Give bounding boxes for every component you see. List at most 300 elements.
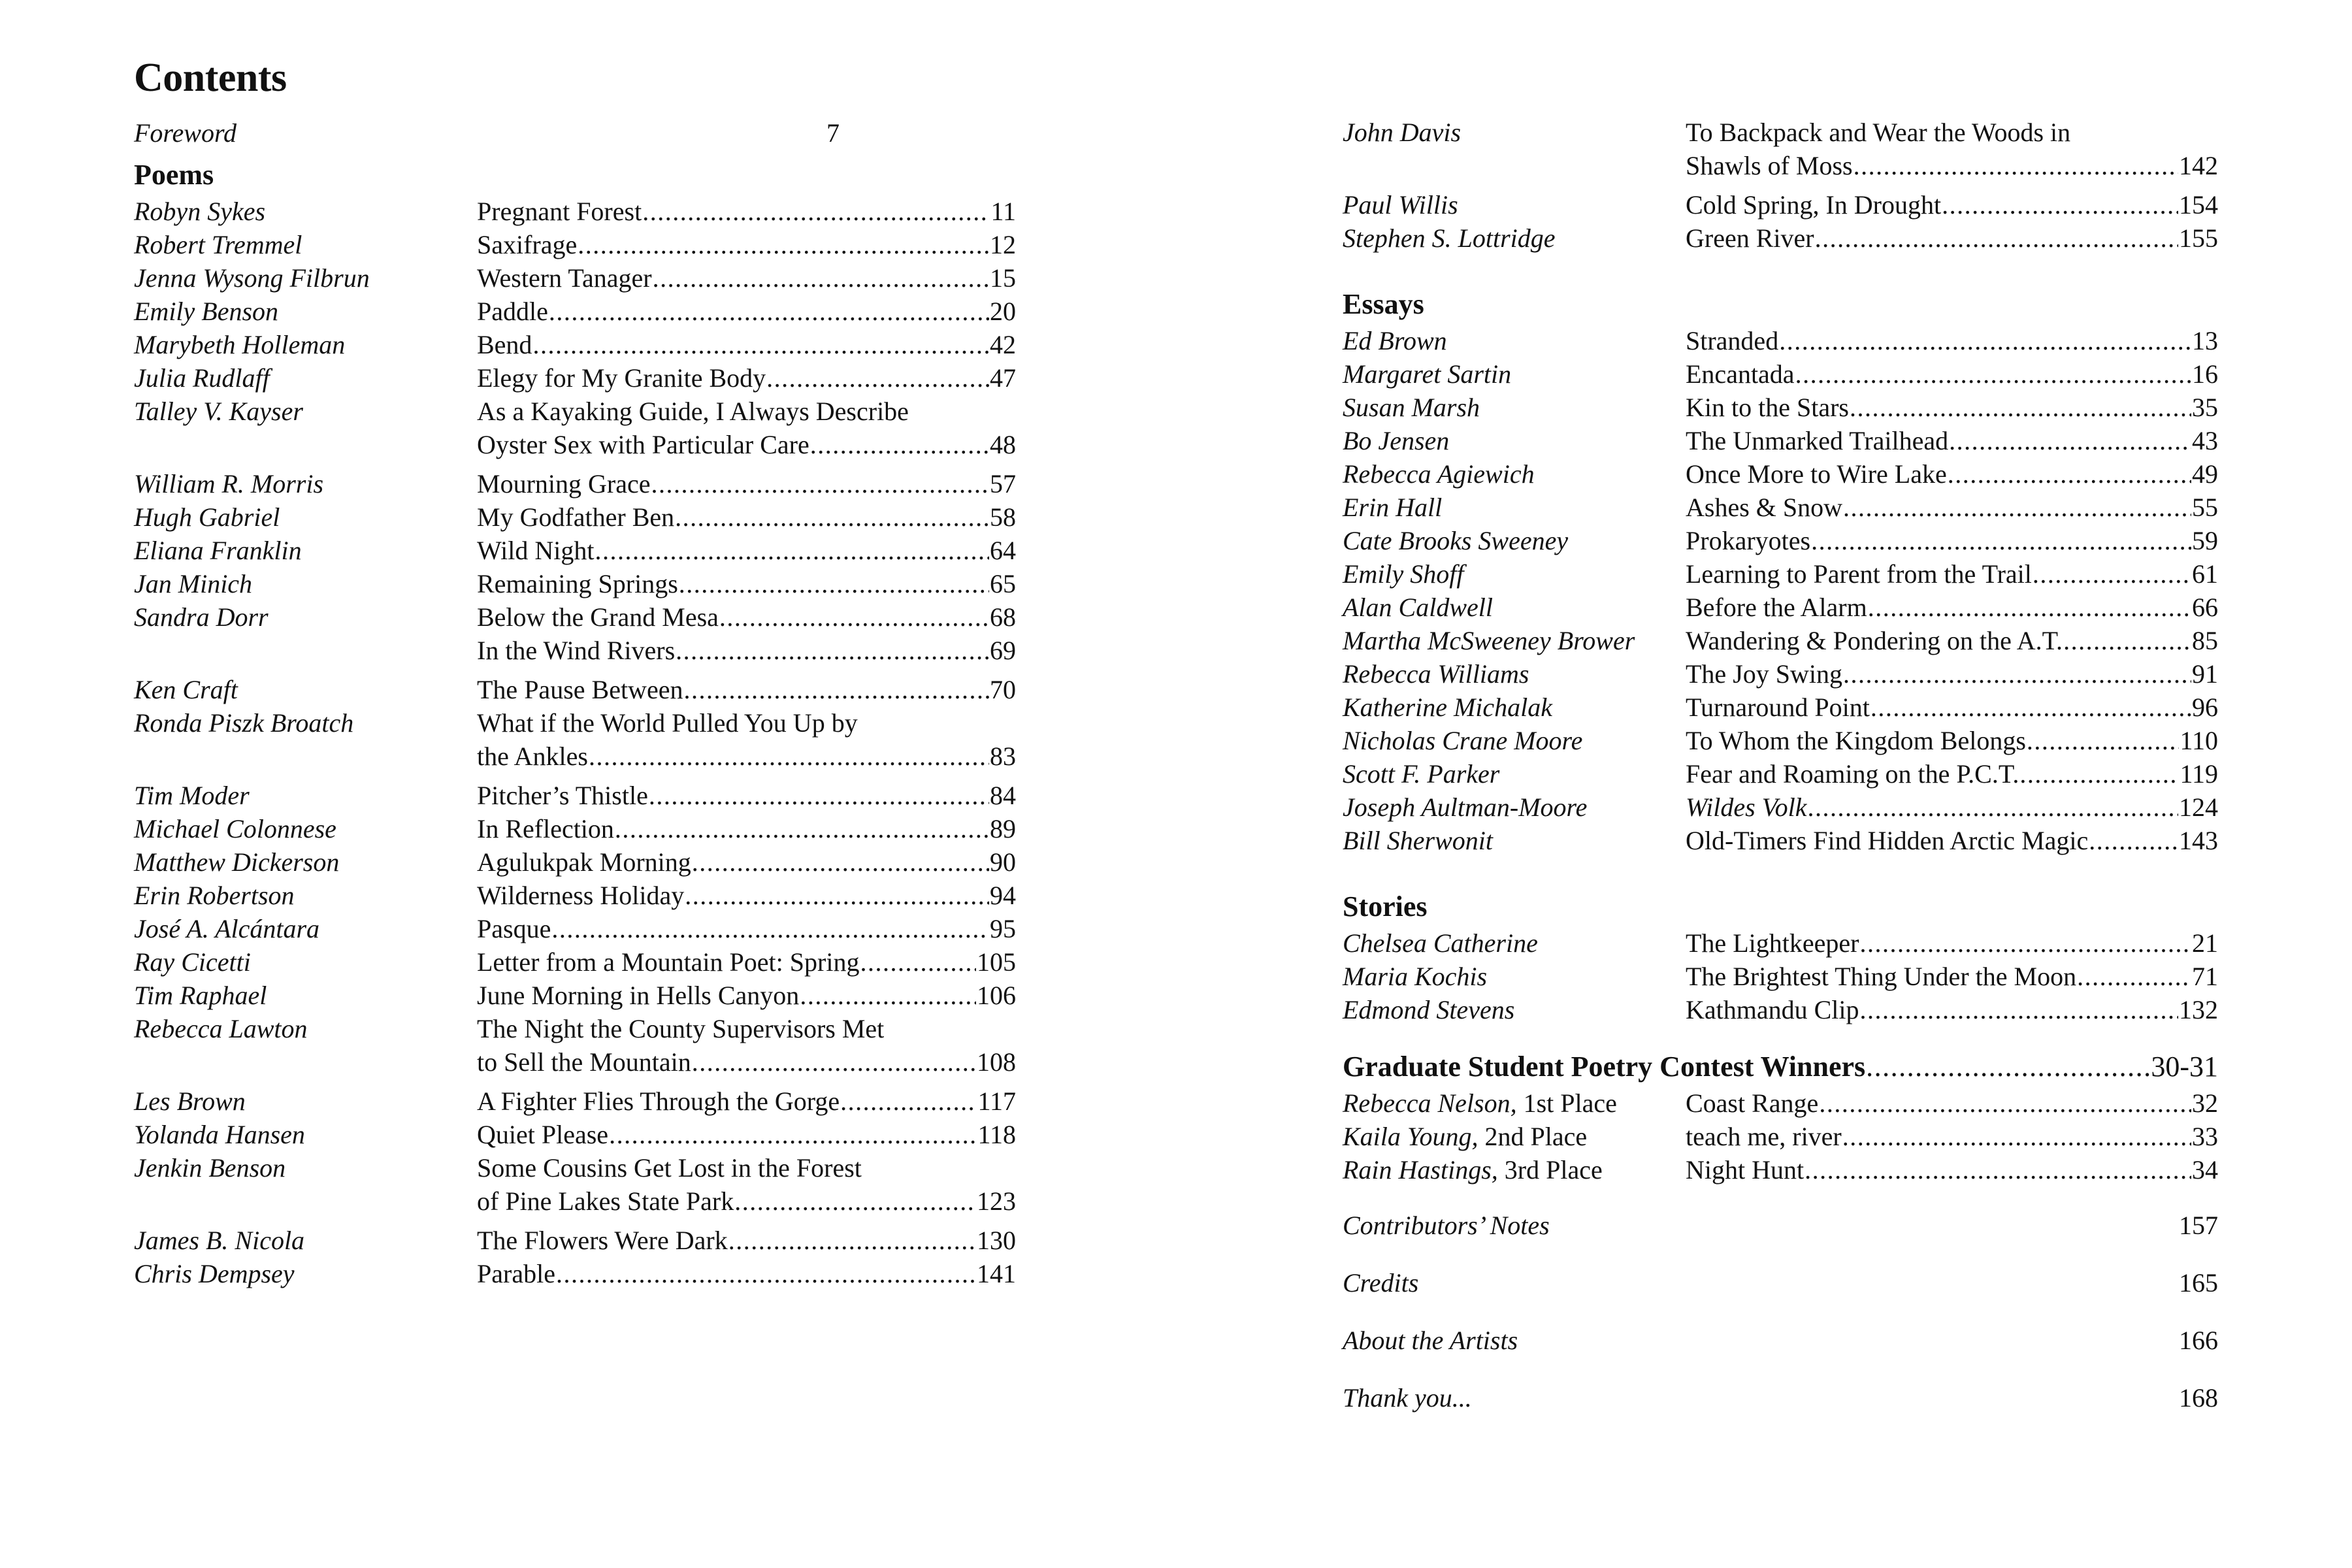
leader-dots (651, 471, 989, 497)
entry-title-wrap (1686, 361, 2218, 387)
entry-title-wrap (1686, 1157, 2218, 1183)
leader-dots (734, 1188, 976, 1215)
row-gap (1343, 1411, 2218, 1443)
toc-entry[interactable] (1343, 395, 2218, 421)
entry-page: 83 (990, 742, 1016, 771)
entry-page: 12 (990, 230, 1016, 259)
entry-title-wrap (477, 1049, 1016, 1075)
leader-dots (1942, 192, 2178, 218)
entry-title: Stranded (1686, 326, 1779, 355)
leader-dots (556, 1261, 976, 1287)
entry-title: Below the Grand Mesa (477, 602, 719, 632)
entry-title-wrap (477, 538, 1016, 564)
leader-dots (1854, 153, 2178, 179)
entry-author: Rebecca Lawton (134, 1014, 308, 1043)
back-matter-label: Credits (1343, 1268, 1419, 1298)
entry-author: Robert Tremmel (134, 230, 302, 259)
entry-page: 66 (2192, 593, 2218, 622)
toc-entry[interactable] (134, 677, 1016, 703)
entry-title-wrap (1686, 395, 2218, 421)
entry-author: Ed Brown (1343, 326, 1447, 355)
toc-entry[interactable] (1343, 428, 2218, 454)
leader-dots (589, 743, 989, 770)
entry-title-wrap (1686, 997, 2218, 1023)
entry-title-wrap (1686, 794, 2218, 821)
toc-entry[interactable] (1343, 761, 2218, 787)
entry-title: Wildes Volk (1686, 792, 1807, 822)
entry-page: 108 (977, 1047, 1016, 1077)
leader-dots (609, 1122, 977, 1148)
entry-author: Marybeth Holleman (134, 330, 346, 359)
back-matter-row[interactable] (1343, 1213, 2218, 1239)
entry-title-wrap (1686, 595, 2218, 621)
entry-title-wrap (477, 949, 1016, 975)
leader-dots (840, 1088, 977, 1115)
entry-title-wrap (477, 916, 1016, 942)
toc-entry[interactable] (134, 1016, 1016, 1042)
entry-title-wrap (477, 471, 1016, 497)
toc-entry[interactable] (1343, 1157, 2218, 1183)
toc-entry[interactable] (1343, 192, 2218, 218)
entry-page: 47 (990, 363, 1016, 393)
entry-title: Saxifrage (477, 230, 578, 259)
leader-dots (1866, 1053, 2150, 1081)
back-matter-row[interactable] (1343, 1270, 2218, 1296)
entry-author: Paul Willis (1343, 190, 1458, 220)
entry-author-place: 3rd Place (1497, 1155, 1603, 1184)
entry-page: 71 (2192, 962, 2218, 991)
toc-entry[interactable] (134, 571, 1016, 597)
entry-page: 70 (990, 675, 1016, 704)
entry-author: Stephen S. Lottridge (1343, 223, 1556, 253)
entry-title-wrap (477, 1261, 1016, 1287)
entry-author: Ken Craft (134, 675, 238, 704)
leader-dots (766, 365, 989, 391)
toc-entry[interactable] (134, 365, 1016, 391)
toc-entry[interactable] (1343, 153, 2218, 179)
leader-dots (676, 638, 989, 664)
entry-page: 84 (990, 781, 1016, 810)
leader-dots (1843, 661, 2191, 687)
entry-title: Pregnant Forest (477, 197, 642, 226)
entry-title: June Morning in Hells Canyon (477, 981, 800, 1010)
entry-author: Emily Benson (134, 297, 279, 326)
leader-dots (692, 849, 989, 875)
entry-title-wrap (1686, 495, 2218, 521)
entry-author: Cate Brooks Sweeney (1343, 526, 1569, 555)
leader-dots (1779, 328, 2191, 354)
entry-page: 15 (990, 263, 1016, 293)
entry-author: John Davis (1343, 118, 1462, 147)
entry-title: Turnaround Point (1686, 693, 1870, 722)
entry-title-wrap (1686, 428, 2218, 454)
entry-title-wrap (477, 365, 1016, 391)
entry-page: 21 (2192, 928, 2218, 958)
entry-title-wrap (1686, 1090, 2218, 1117)
entry-title-wrap (477, 399, 1016, 425)
entry-title: Elegy for My Granite Body (477, 363, 766, 393)
entry-author: Emily Shoff (1343, 559, 1464, 589)
toc-entry[interactable] (1343, 495, 2218, 521)
entry-title: Pitcher’s Thistle (477, 781, 648, 810)
entry-author: Jenna Wysong Filbrun (134, 263, 370, 293)
entry-author: José A. Alcántara (134, 914, 320, 943)
entry-title-wrap (477, 199, 1016, 225)
entry-title: A Fighter Flies Through the Gorge (477, 1086, 840, 1116)
entry-author: Jenkin Benson (134, 1153, 286, 1183)
entry-title: Letter from a Mountain Poet: Spring (477, 947, 860, 977)
entry-author: Julia Rudlaff (134, 363, 270, 393)
toc-entry[interactable] (134, 604, 1016, 630)
toc-entry[interactable] (134, 504, 1016, 531)
entry-page: 130 (977, 1226, 1016, 1255)
entry-title-wrap (477, 571, 1016, 597)
entry-page: 68 (990, 602, 1016, 632)
entry-author: Maria Kochis (1343, 962, 1488, 991)
entry-page: 89 (990, 814, 1016, 843)
poems-entry-list-continued (1343, 120, 2218, 259)
leader-dots (2019, 761, 2179, 787)
leader-dots (810, 432, 989, 458)
entry-title-wrap (477, 638, 1016, 664)
entry-page: 106 (977, 981, 1016, 1010)
toc-entry[interactable] (1343, 225, 2218, 252)
toc-entry[interactable] (1343, 595, 2218, 621)
toc-entry[interactable] (134, 743, 1016, 770)
toc-entry[interactable] (1343, 694, 2218, 721)
entry-page: 141 (977, 1259, 1016, 1288)
entry-page: 124 (2179, 792, 2218, 822)
entry-title: The Joy Swing (1686, 659, 1842, 689)
entry-title: of Pine Lakes State Park (477, 1186, 734, 1216)
entry-title-wrap (477, 743, 1016, 770)
entry-page: 110 (2180, 726, 2218, 755)
leader-dots (683, 677, 989, 703)
toc-entry[interactable] (134, 199, 1016, 225)
toc-entry[interactable] (134, 983, 1016, 1009)
toc-entry[interactable] (1343, 794, 2218, 821)
entry-page: 16 (2192, 359, 2218, 389)
entry-page: 96 (2192, 693, 2218, 722)
leader-dots (2063, 628, 2191, 654)
toc-entry[interactable] (134, 399, 1016, 425)
entry-title-wrap (477, 232, 1016, 258)
toc-entry[interactable] (134, 1188, 1016, 1215)
leader-dots (1795, 361, 2191, 387)
leader-dots (1860, 997, 2178, 1023)
entry-title-wrap (1686, 528, 2218, 554)
entry-page: 132 (2179, 995, 2218, 1024)
toc-entry[interactable] (1343, 930, 2218, 956)
entry-author: Eliana Franklin (134, 536, 302, 565)
leader-dots (800, 983, 976, 1009)
toc-entry[interactable] (1343, 628, 2218, 654)
entry-title-wrap (1686, 120, 2218, 146)
leader-dots (2027, 728, 2180, 754)
entry-author: Joseph Aultman-Moore (1343, 792, 1588, 822)
entry-title: Paddle (477, 297, 548, 326)
entry-author (1343, 1124, 1686, 1150)
toc-entry[interactable] (134, 1049, 1016, 1075)
toc-entry[interactable] (1343, 1090, 2218, 1117)
entry-title: Shawls of Moss (1686, 151, 1853, 180)
entry-title: Wild Night (477, 536, 595, 565)
entry-title-wrap (477, 710, 1016, 736)
toc-entry[interactable] (134, 538, 1016, 564)
entry-title-wrap (477, 1016, 1016, 1042)
leader-dots (1859, 930, 2191, 956)
entry-author: Katherine Michalak (1343, 693, 1553, 722)
entry-title: teach me, river (1686, 1122, 1842, 1151)
foreword-label: Foreword (134, 118, 237, 148)
entry-title-wrap (1686, 761, 2218, 787)
entry-title: The Unmarked Trailhead (1686, 426, 1949, 455)
entry-title-wrap (1686, 1124, 2218, 1150)
entry-title: In the Wind Rivers (477, 636, 676, 665)
entry-author: Susan Marsh (1343, 393, 1480, 422)
entry-title-wrap (1686, 728, 2218, 754)
entry-title: What if the World Pulled You Up by (477, 708, 858, 738)
toc-entry[interactable] (134, 710, 1016, 736)
entry-title-wrap (477, 883, 1016, 909)
entry-title: Pasque (477, 914, 551, 943)
entry-title-wrap (477, 432, 1016, 458)
entry-page: 32 (2192, 1088, 2218, 1118)
right-column (1343, 0, 2218, 1443)
toc-entry[interactable] (1343, 461, 2218, 487)
entry-page: 33 (2192, 1122, 2218, 1151)
toc-entry[interactable] (134, 949, 1016, 975)
entry-author-place: 2nd Place (1478, 1122, 1588, 1151)
toc-entry[interactable] (134, 849, 1016, 875)
entry-author: Rebecca Agiewich (1343, 459, 1535, 489)
entry-page: 142 (2179, 151, 2218, 180)
back-matter-row[interactable] (1343, 1328, 2218, 1354)
leader-dots (532, 332, 989, 358)
entry-author-name: Kaila Young, (1343, 1122, 1478, 1151)
foreword-row (134, 120, 1016, 146)
leader-dots (675, 504, 989, 531)
entry-title-wrap (477, 265, 1016, 291)
leader-dots (653, 265, 989, 291)
entry-page: 55 (2192, 493, 2218, 522)
entry-author: Michael Colonnese (134, 814, 336, 843)
leader-dots (679, 571, 989, 597)
entry-page: 43 (2192, 426, 2218, 455)
toc-entry[interactable] (134, 232, 1016, 258)
leader-dots (1843, 495, 2191, 521)
entry-title: Encantada (1686, 359, 1795, 389)
entry-page: 35 (2192, 393, 2218, 422)
entry-author: Sandra Dorr (134, 602, 269, 632)
entry-title: Green River (1686, 223, 1814, 253)
entry-page: 123 (977, 1186, 1016, 1216)
leader-dots (1949, 428, 2191, 454)
entry-title-wrap (1686, 828, 2218, 854)
section-heading-contest-row (1343, 1053, 2218, 1081)
entry-author: James B. Nicola (134, 1226, 305, 1255)
entry-title-wrap (477, 849, 1016, 875)
toc-entry[interactable] (134, 883, 1016, 909)
contest-heading-page: 30-31 (2151, 1051, 2218, 1083)
back-matter-row[interactable] (1343, 1385, 2218, 1411)
entry-author: Alan Caldwell (1343, 593, 1493, 622)
entry-title-wrap (477, 983, 1016, 1009)
entry-title: The Lightkeeper (1686, 928, 1859, 958)
essays-entry-list (1343, 328, 2218, 861)
entry-page: 48 (990, 430, 1016, 459)
entry-page: 64 (990, 536, 1016, 565)
entry-title: Some Cousins Get Lost in the Forest (477, 1153, 862, 1183)
entry-author: Talley V. Kayser (134, 397, 303, 426)
entry-title: Kathmandu Clip (1686, 995, 1859, 1024)
entry-page: 20 (990, 297, 1016, 326)
section-heading-essays: Essays (1343, 288, 1424, 320)
entry-title: Western Tanager (477, 263, 652, 293)
entry-title-wrap (477, 1122, 1016, 1148)
toc-entry[interactable] (1343, 561, 2218, 587)
entry-page: 143 (2179, 826, 2218, 855)
entry-author: Nicholas Crane Moore (1343, 726, 1583, 755)
contest-entry-list (1343, 1090, 2218, 1190)
leader-dots (1815, 225, 2178, 252)
entry-author: Ray Cicetti (134, 947, 251, 977)
entry-title-wrap (1686, 153, 2218, 179)
toc-entry[interactable] (1343, 328, 2218, 354)
entry-title: Night Hunt (1686, 1155, 1805, 1184)
toc-entry[interactable] (134, 1122, 1016, 1148)
leader-dots (685, 883, 989, 909)
toc-entry[interactable] (134, 783, 1016, 809)
entry-page: 95 (990, 914, 1016, 943)
entry-title-wrap (477, 677, 1016, 703)
toc-entry[interactable] (134, 432, 1016, 458)
entry-title-wrap (477, 1088, 1016, 1115)
entry-author: Erin Robertson (134, 881, 295, 910)
toc-entry[interactable] (1343, 828, 2218, 854)
entry-title: Parable (477, 1259, 555, 1288)
entry-title-wrap (477, 332, 1016, 358)
toc-entry[interactable] (134, 332, 1016, 358)
entry-page: 94 (990, 881, 1016, 910)
toc-entry[interactable] (134, 1088, 1016, 1115)
leader-dots (2033, 561, 2191, 587)
toc-entry[interactable] (134, 638, 1016, 664)
toc-entry[interactable] (134, 816, 1016, 842)
entry-author: Matthew Dickerson (134, 847, 340, 877)
leader-dots (1868, 595, 2191, 621)
entry-title-wrap (1686, 694, 2218, 721)
toc-entry[interactable] (134, 265, 1016, 291)
toc-entry[interactable] (1343, 1124, 2218, 1150)
entry-page: 91 (2192, 659, 2218, 689)
entry-title: the Ankles (477, 742, 588, 771)
toc-entry[interactable] (134, 299, 1016, 325)
entry-title: Oyster Sex with Particular Care (477, 430, 809, 459)
leader-dots (2089, 828, 2178, 854)
entry-title: Remaining Springs (477, 569, 678, 598)
back-matter-label: Thank you... (1343, 1383, 1472, 1413)
leader-dots (728, 1228, 976, 1254)
row-gap (1343, 1239, 2218, 1270)
entry-page: 117 (977, 1086, 1016, 1116)
entry-title-wrap (1686, 964, 2218, 990)
entry-title: To Whom the Kingdom Belongs (1686, 726, 2026, 755)
leader-dots (551, 916, 989, 942)
entry-page: 65 (990, 569, 1016, 598)
entry-title: to Sell the Mountain (477, 1047, 691, 1077)
entry-author: Chris Dempsey (134, 1259, 295, 1288)
toc-entry[interactable] (134, 1261, 1016, 1287)
leader-dots (2077, 964, 2191, 990)
entry-title-wrap (1686, 225, 2218, 252)
toc-entry[interactable] (134, 916, 1016, 942)
toc-entry[interactable] (1343, 120, 2218, 146)
entry-title-wrap (1686, 930, 2218, 956)
toc-entry[interactable] (1343, 964, 2218, 990)
entry-title: Quiet Please (477, 1120, 609, 1149)
entry-title-wrap (477, 1188, 1016, 1215)
entry-author: Bill Sherwonit (1343, 826, 1493, 855)
entry-page: 13 (2192, 326, 2218, 355)
leader-dots (1842, 1124, 2191, 1150)
entry-title-wrap (1686, 328, 2218, 354)
entry-author: Erin Hall (1343, 493, 1443, 522)
leader-dots (692, 1049, 976, 1075)
entry-page: 85 (2192, 626, 2218, 655)
back-matter-page: 157 (2179, 1211, 2218, 1240)
entry-page: 34 (2192, 1155, 2218, 1184)
toc-entry[interactable] (134, 1155, 1016, 1181)
entry-author-name: Rebecca Nelson, (1343, 1088, 1517, 1118)
entry-author: Tim Raphael (134, 981, 267, 1010)
entry-title: Fear and Roaming on the P.C.T. (1686, 759, 2019, 789)
entry-title: Ashes & Snow (1686, 493, 1843, 522)
entry-title-wrap (477, 816, 1016, 842)
leader-dots (615, 816, 989, 842)
entry-title: Coast Range (1686, 1088, 1819, 1118)
toc-entry[interactable] (1343, 728, 2218, 754)
entry-page: 42 (990, 330, 1016, 359)
entry-title: Agulukpak Morning (477, 847, 691, 877)
back-matter-label: About the Artists (1343, 1326, 1518, 1355)
toc-entry[interactable] (1343, 661, 2218, 687)
entry-author: Scott F. Parker (1343, 759, 1500, 789)
leader-dots (1870, 694, 2191, 721)
toc-entry[interactable] (1343, 997, 2218, 1023)
toc-entry[interactable] (1343, 361, 2218, 387)
entry-page: 155 (2179, 223, 2218, 253)
back-matter-page: 168 (2179, 1383, 2218, 1413)
entry-title-wrap (477, 1155, 1016, 1181)
leader-dots (578, 232, 989, 258)
entry-author: Hugh Gabriel (134, 502, 280, 532)
leader-dots (1819, 1090, 2191, 1117)
toc-entry[interactable] (134, 471, 1016, 497)
entry-author (1343, 1157, 1686, 1183)
entry-title: Bend (477, 330, 532, 359)
entry-title-wrap (1686, 461, 2218, 487)
toc-entry[interactable] (134, 1228, 1016, 1254)
entry-title: The Brightest Thing Under the Moon (1686, 962, 2077, 991)
entry-title: To Backpack and Wear the Woods in (1686, 118, 2071, 147)
leader-dots (549, 299, 989, 325)
entry-author: William R. Morris (134, 469, 324, 498)
page-title: Contents (134, 56, 287, 100)
toc-entry[interactable] (1343, 528, 2218, 554)
entry-author: Yolanda Hansen (134, 1120, 305, 1149)
row-gap (1343, 1296, 2218, 1328)
